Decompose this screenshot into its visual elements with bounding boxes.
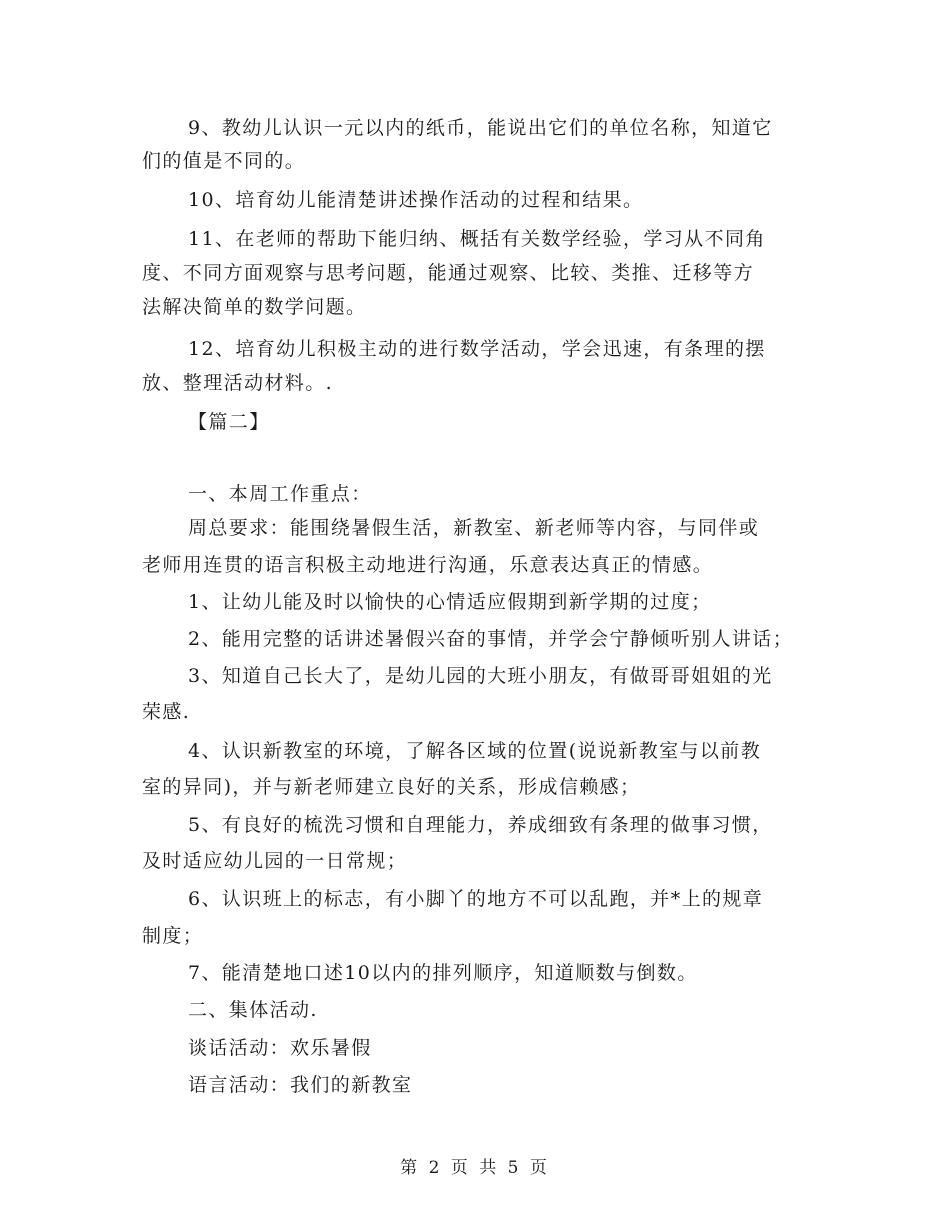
text-line: 及时适应幼儿园的一日常规； <box>142 850 408 872</box>
text-line: 们的值是不同的。 <box>142 150 306 172</box>
page-footer: 第 2 页 共 5 页 <box>400 1158 550 1178</box>
text-line: 1、让幼儿能及时以愉快的心情适应假期到新学期的过度； <box>188 591 712 613</box>
text-line: 9、教幼儿认识一元以内的纸币，能说出它们的单位名称，知道它 <box>188 117 773 139</box>
text-line: 室的异同)，并与新老师建立良好的关系，形成信赖感； <box>142 776 641 798</box>
text-line: 谈话活动：欢乐暑假 <box>188 1037 372 1059</box>
text-line: 制度； <box>142 925 204 947</box>
text-line: 周总要求：能围绕暑假生活，新教室、新老师等内容，与同伴或 <box>188 517 760 539</box>
text-line: 一、本周工作重点： <box>188 483 372 505</box>
text-line: 度、不同方面观察与思考问题，能通过观察、比较、类推、迁移等方 <box>142 262 755 284</box>
text-line: 放、整理活动材料。. <box>142 372 334 394</box>
text-line: 二、集体活动. <box>188 999 318 1021</box>
text-line: 4、认识新教室的环境，了解各区域的位置(说说新教室与以前教 <box>188 740 762 762</box>
text-line: 12、培育幼儿积极主动的进行数学活动，学会迅速，有条理的摆 <box>188 338 766 360</box>
text-line: 老师用连贯的语言积极主动地进行沟通，乐意表达真正的情感。 <box>142 554 714 576</box>
text-line: 法解决简单的数学问题。 <box>142 296 367 318</box>
text-line: 3、知道自己长大了，是幼儿园的大班小朋友，有做哥哥姐姐的光 <box>188 665 773 687</box>
text-line: 7、能清楚地口述10以内的排列顺序，知道顺数与倒数。 <box>188 962 698 984</box>
text-line: 2、能用完整的话讲述暑假兴奋的事情，并学会宁静倾听别人讲话； <box>188 628 794 650</box>
text-line: 11、在老师的帮助下能归纳、概括有关数学经验，学习从不同角 <box>188 228 766 250</box>
section-heading: 【篇二】 <box>188 411 270 433</box>
text-line: 荣感. <box>142 701 191 723</box>
text-line: 10、培育幼儿能清楚讲述操作活动的过程和结果。 <box>188 189 644 211</box>
text-line: 5、有良好的梳洗习惯和自理能力，养成细致有条理的做事习惯， <box>188 814 773 836</box>
text-line: 语言活动：我们的新教室 <box>188 1074 413 1096</box>
text-line: 6、认识班上的标志，有小脚丫的地方不可以乱跑，并*上的规章 <box>188 888 764 910</box>
